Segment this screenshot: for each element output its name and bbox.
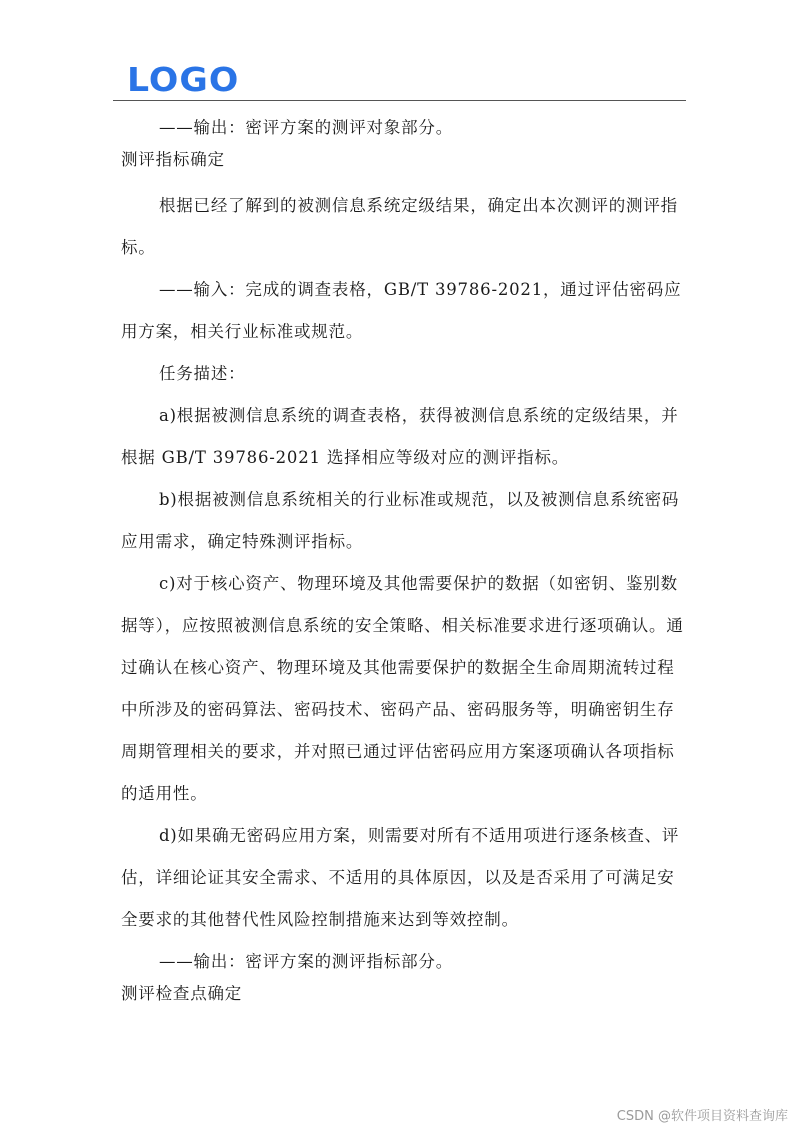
paragraph-indicators-intro: 根据已经了解到的被测信息系统定级结果，确定出本次测评的测评指标。 [121,196,678,257]
input-line: ——输入：完成的调查表格，GB/T 39786-2021，通过评估密码应用方案，相关行业标准或规范。 [121,280,682,341]
watermark: CSDN @软件项目资料查询库 [616,1109,788,1124]
output-line-objects: ——输出：密评方案的测评对象部分。 [158,118,454,137]
task-item-b: b)根据被测信息系统相关的行业标准或规范，以及被测信息系统密码应用需求，确定特殊测评指标。 [121,490,680,551]
task-item-c: c)对于核心资产、物理环境及其他需要保护的数据（如密钥、鉴别数据等），应按照被测信息系统的安全策略、相关标准要求进行逐项确认。通过确认在核心资产、物理环境及其他需要保护的数据全生命周期流转过程中所涉及的密码算法、密码技术、密码产品、密码服务等，明确密钥生存周期管理相关的要求，并对照已通过评估密码应用方案逐项确认各项指标的适用性。 [121,574,684,803]
logo: LOGO [127,60,240,99]
task-item-a: a)根据被测信息系统的调查表格，获得被测信息系统的定级结果，并根据 GB/T 39786-2021 选择相应等级对应的测评指标。 [121,406,679,467]
document-body [121,107,684,1019]
output-line-indicators: ——输出：密评方案的测评指标部分。 [158,952,454,971]
task-item-d: d)如果确无密码应用方案，则需要对所有不适用项进行逐条核查、评估，详细论证其安全需求、不适用的具体原因，以及是否采用了可满足安全要求的其他替代性风险控制措施来达到等效控制。 [121,826,680,929]
section-heading-checkpoints: 测评检查点确定 [121,984,243,1003]
section-heading-indicators: 测评指标确定 [121,150,225,169]
header-divider [113,100,686,101]
task-description-label: 任务描述： [158,364,246,383]
